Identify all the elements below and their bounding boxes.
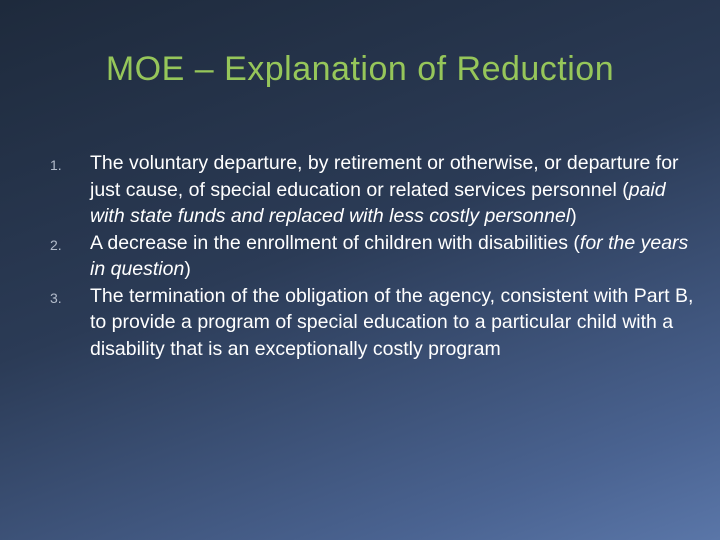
list-item-text-main: The voluntary departure, by retirement or otherwise, or departure for just cause, of special education or related services personnel ( — [90, 152, 679, 201]
list-item-number: 1. — [50, 157, 62, 173]
slide-title: MOE – Explanation of Reduction — [105, 50, 615, 88]
list-item-text-italic: paid with state funds and replaced with less costly personnel — [90, 178, 666, 227]
list-item — [50, 230, 700, 283]
list-item-text — [90, 150, 700, 230]
list-item-text-after: ) — [184, 258, 191, 280]
list-item — [50, 150, 700, 230]
list-item-text-after: ) — [570, 205, 577, 227]
list-item-number: 2. — [50, 236, 62, 253]
list-item-text-main: The termination of the obligation of the agency, consistent with Part B, to provide a program of special education to a particular child with a disability that is an exceptionally costly program — [90, 284, 694, 360]
list-item-number: 3. — [50, 289, 62, 306]
list-item-text-main: A decrease in the enrollment of children with disabilities ( — [90, 231, 580, 254]
list-item-text — [90, 230, 700, 283]
numbered-list — [50, 150, 700, 362]
list-item-text-italic: for the years in question — [90, 231, 689, 280]
list-item — [50, 283, 700, 363]
list-item-text — [90, 283, 700, 363]
